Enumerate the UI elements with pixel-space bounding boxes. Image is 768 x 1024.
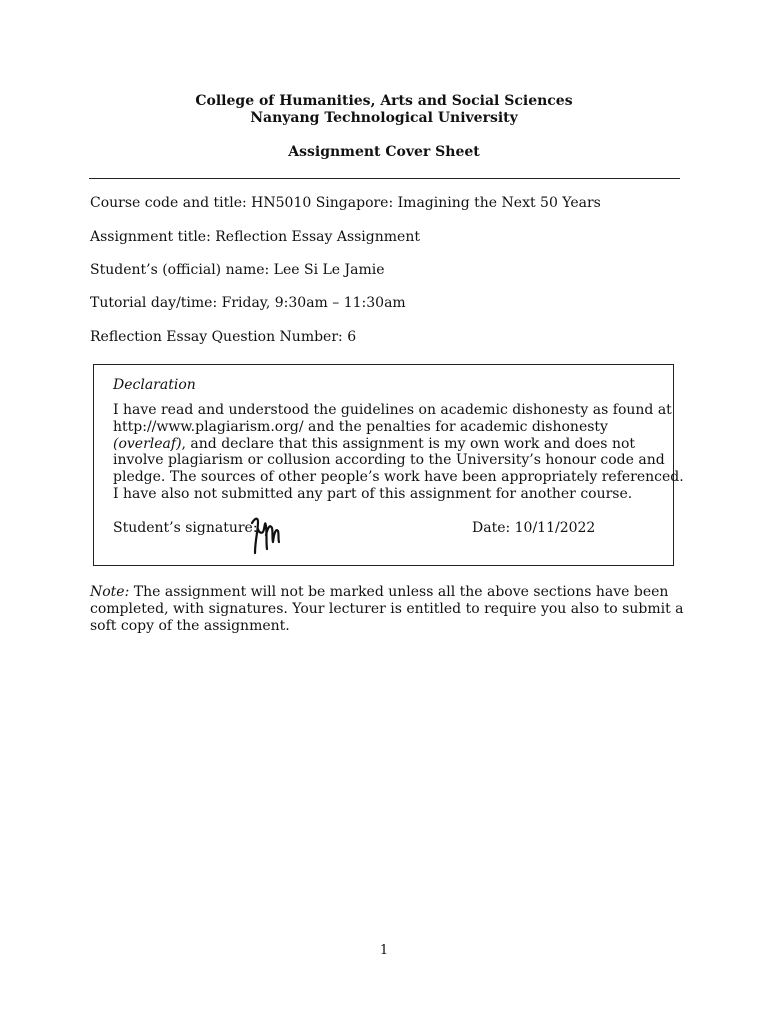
note-line: completed, with signatures. Your lecturer is entitled to require you also to submit a (90, 601, 684, 617)
declaration-line: I have read and understood the guidelines on academic dishonesty as found at (113, 402, 672, 418)
declaration-title: Declaration (113, 377, 196, 393)
course-field: Course code and title: HN5010 Singapore: Imagining the Next 50 Years (90, 195, 601, 211)
declaration-line: I have also not submitted any part of this assignment for another course. (113, 485, 633, 502)
document-header (0, 93, 768, 161)
note-line (90, 584, 680, 601)
university-name: Nanyang Technological University (250, 110, 518, 126)
tutorial-field: Tutorial day/time: Friday, 9:30am – 11:30am (90, 295, 406, 311)
header-divider (89, 178, 680, 179)
sheet-title: Assignment Cover Sheet (288, 144, 480, 160)
declaration-text (113, 402, 684, 503)
overleaf-text: (overleaf) (113, 435, 182, 452)
note-line-rest: The assignment will not be marked unless all the above sections have been (129, 584, 669, 600)
note-paragraph (90, 584, 684, 635)
note-line: soft copy of the assignment. (90, 618, 290, 634)
assignment-title-field: Assignment title: Reflection Essay Assignment (90, 229, 420, 245)
college-name: College of Humanities, Arts and Social Sciences (195, 93, 573, 109)
note-label: Note: (90, 584, 130, 600)
declaration-box (93, 364, 684, 566)
declaration-line-rest: , and declare that this assignment is my own work and does not (181, 435, 636, 452)
declaration-line: pledge. The sources of other people’s work have been appropriately referenced. (113, 469, 684, 486)
question-number-field: Reflection Essay Question Number: 6 (90, 329, 357, 345)
student-name-field: Student’s (official) name: Lee Si Le Jamie (90, 262, 385, 278)
page-number: 1 (379, 943, 389, 958)
declaration-date: Date: 10/11/2022 (472, 520, 596, 536)
handwritten-signature (246, 509, 280, 555)
declaration-line: involve plagiarism or collusion according to the University’s honour code and (113, 452, 665, 469)
signature-label: Student’s signature: (113, 520, 258, 536)
declaration-line (113, 436, 661, 453)
declaration-line: http://www.plagiarism.org/ and the penalties for academic dishonesty (113, 418, 608, 435)
